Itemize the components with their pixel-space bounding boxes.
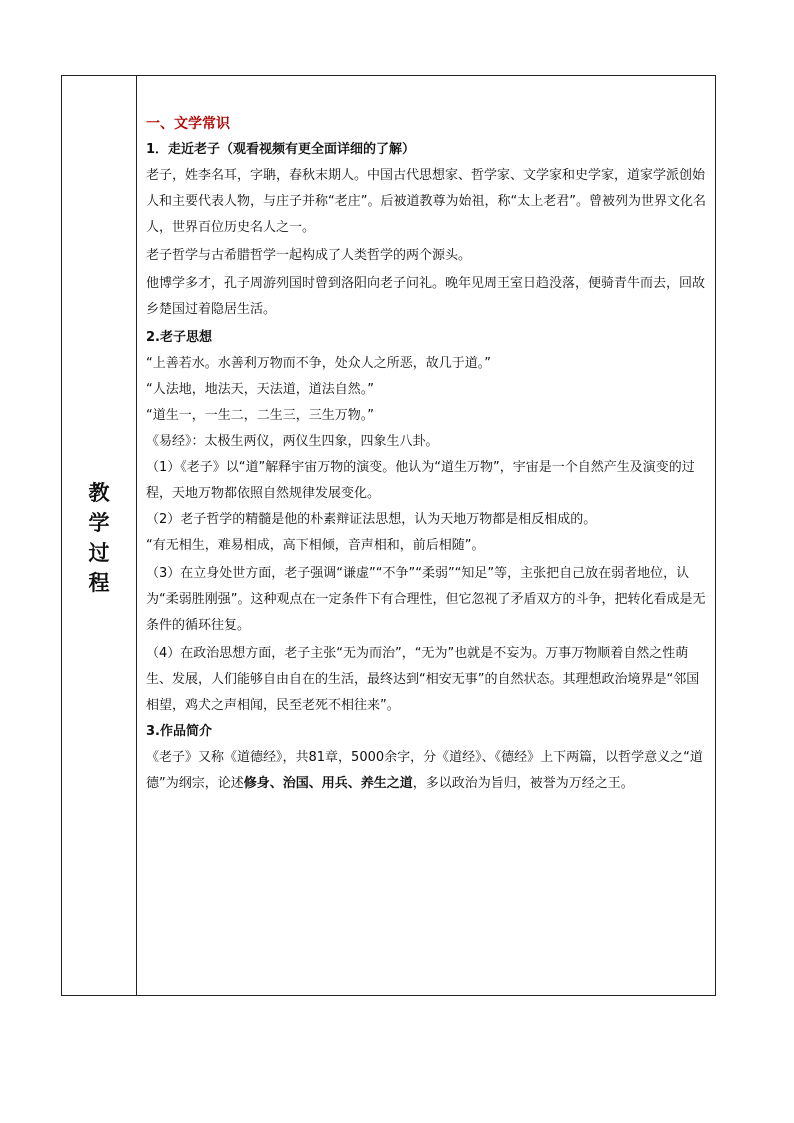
- work-intro-text-a: 《老子》又称《道德经》，共81章，5000余字，分《道经》、《德经》上下两篇，以哲学意义之“道德”为纲宗，论述: [146, 750, 703, 791]
- thought-item-4: （4）在政治思想方面，老子主张“无为而治”，“无为”也就是不妄为。万事万物顺着自然之性萌生、发展，人们能够自由自在的生活，最终达到“相安无事”的自然状态。其理想政治境界是“邻国相望，鸡犬之声相闻，民至老死不相往来”。: [146, 646, 700, 713]
- work-intro-bold: 修身、治国、用兵、养生之道: [243, 776, 413, 791]
- thought-item-3: （3）在立身处世方面，老子强调“谦虚”“不争”“柔弱”“知足”等，主张把自己放在弱者地位，认为“柔弱胜刚强”。这种观点在一定条件下有合理性，但它忽视了矛盾双方的斗争，把转化看成是无条件的循环往复。: [146, 566, 706, 633]
- side-label-char: 程: [88, 571, 110, 595]
- content-cell: [146, 111, 712, 797]
- quote-dao-generates: “道生一，一生二，二生三，三生万物。”: [146, 408, 374, 423]
- thought-item-2-quote: “有无相生，难易相成，高下相倾，音声相和，前后相随”。: [146, 538, 485, 553]
- quote-dao-nature: “人法地，地法天，天法道，道法自然。”: [146, 382, 374, 397]
- side-label-char: 教: [88, 481, 110, 505]
- work-intro-text-b: ，多以政治为旨归，被誉为万经之王。: [412, 776, 634, 791]
- paragraph-laozi-bio: 老子，姓李名耳，字聃，春秋末期人。中国古代思想家、哲学家、文学家和史学家，道家学派创始人和主要代表人物，与庄子并称“老庄”。后被道教尊为始祖，称“太上老君”。曾被列为世界文化名人，世界百位历史名人之一。: [146, 168, 706, 235]
- quote-yijing: 《易经》：太极生两仪，两仪生四象，四象生八卦。: [146, 434, 439, 449]
- thought-item-2: （2）老子哲学的精髓是他的朴素辩证法思想，认为天地万物都是相反相成的。: [146, 512, 597, 527]
- paragraph-laozi-life: 他博学多才，孔子周游列国时曾到洛阳向老子问礼。晚年见周王室日趋没落，便骑青牛而去，回故乡楚国过着隐居生活。: [146, 276, 706, 317]
- subheading-about-laozi: 1．走近老子（观看视频有更全面详细的了解）: [146, 142, 416, 157]
- quote-water: “上善若水。水善利万物而不争，处众人之所恶，故几于道。”: [146, 356, 491, 371]
- side-label-teaching-process: [62, 478, 136, 598]
- subheading-work-intro: 3.作品简介: [146, 724, 212, 739]
- column-divider: [136, 75, 137, 996]
- paragraph-work-intro: [146, 745, 712, 797]
- section-heading-literary-knowledge: 一、文学常识: [146, 116, 230, 132]
- paragraph-philosophy-origins: 老子哲学与古希腊哲学一起构成了人类哲学的两个源头。: [146, 248, 472, 263]
- thought-item-1: （1）《老子》以“道”解释宇宙万物的演变。他认为“道生万物”，宇宙是一个自然产生及演变的过程，天地万物都依照自然规律发展变化。: [146, 460, 695, 501]
- side-label-char: 学: [88, 511, 110, 535]
- side-label-char: 过: [88, 541, 110, 565]
- subheading-laozi-thought: 2.老子思想: [146, 330, 212, 345]
